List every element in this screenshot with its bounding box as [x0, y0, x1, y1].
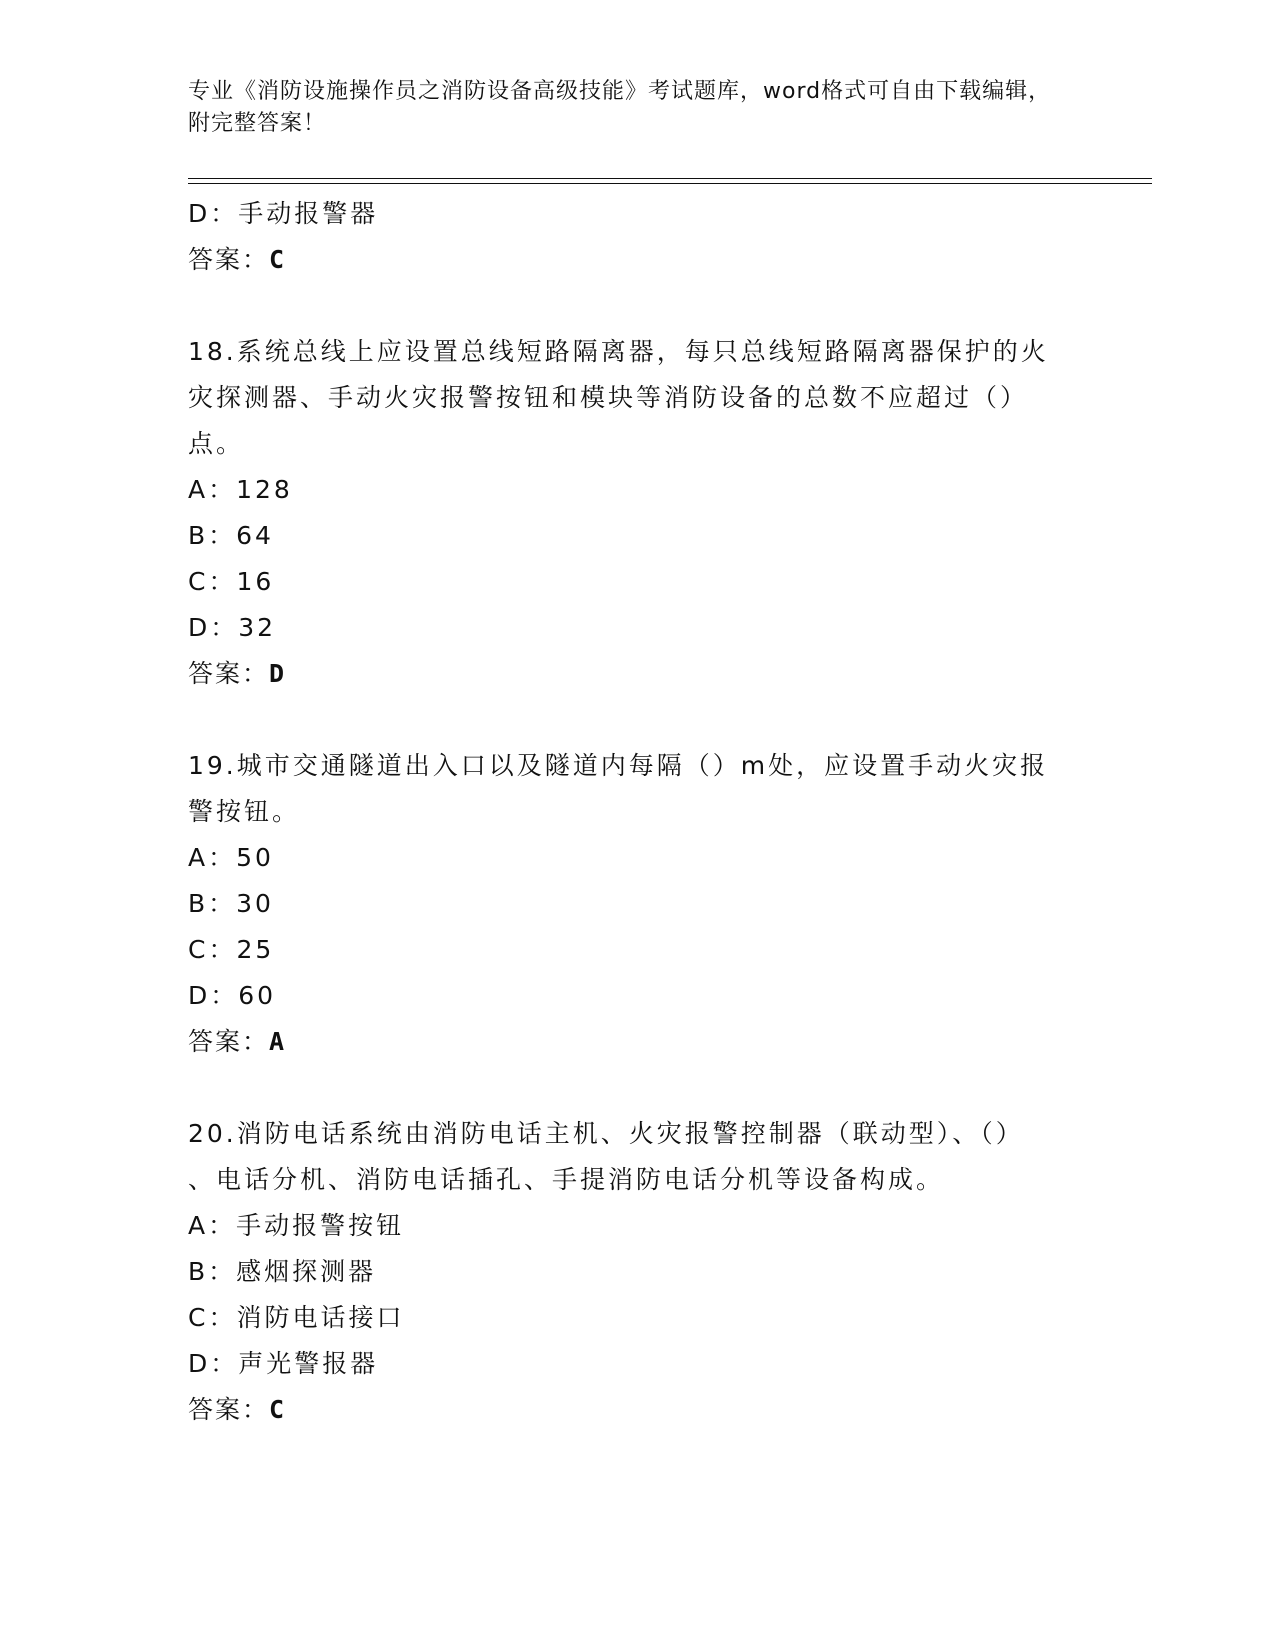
option-c: C：消防电话接口	[188, 1303, 405, 1332]
answer-line	[188, 237, 1078, 283]
option-a: A：手动报警按钮	[188, 1211, 405, 1240]
answer-label: 答案：	[188, 659, 270, 688]
answer-value: A	[269, 1027, 287, 1056]
option-d: D：60	[188, 981, 277, 1010]
option-a: A：50	[188, 843, 274, 872]
question-20	[188, 1111, 1078, 1433]
answer-value: D	[269, 659, 287, 688]
question-stem-line: 警按钮。	[188, 797, 301, 826]
option-d: D：手动报警器	[188, 199, 379, 228]
option-b: B：感烟探测器	[188, 1257, 377, 1286]
question-list	[188, 191, 1078, 1433]
question-stem-line: 、电话分机、消防电话插孔、手提消防电话分机等设备构成。	[188, 1165, 945, 1194]
option-d: D：32	[188, 613, 277, 642]
question-18	[188, 329, 1078, 697]
header-rule-top	[188, 178, 1152, 179]
question-stem-line: 20.消防电话系统由消防电话主机、火灾报警控制器（联动型）、（）	[188, 1119, 1024, 1148]
question-19	[188, 743, 1078, 1065]
answer-line	[188, 1387, 1078, 1433]
question-stem-line: 灾探测器、手动火灾报警按钮和模块等消防设备的总数不应超过（）	[188, 383, 1029, 412]
option-c: C：16	[188, 567, 275, 596]
option-b: B：64	[188, 521, 274, 550]
answer-label: 答案：	[188, 1395, 270, 1424]
header-rule-bottom	[188, 183, 1152, 184]
header-text: 专业《消防设施操作员之消防设备高级技能》考试题库，word格式可自由下载编辑，附完整答案！	[188, 79, 1052, 136]
answer-line	[188, 651, 1078, 697]
answer-label: 答案：	[188, 245, 270, 274]
question-stem-line: 18.系统总线上应设置总线短路隔离器，每只总线短路隔离器保护的火	[188, 337, 1049, 366]
answer-value: C	[269, 1395, 287, 1424]
question-stem-line: 点。	[188, 429, 245, 458]
question-stem-line: 19.城市交通隧道出入口以及隧道内每隔（）m处，应设置手动火灾报	[188, 751, 1049, 780]
answer-label: 答案：	[188, 1027, 270, 1056]
answer-line	[188, 1019, 1078, 1065]
document-header	[188, 76, 1068, 140]
option-d: D：声光警报器	[188, 1349, 379, 1378]
option-b: B：30	[188, 889, 274, 918]
option-c: C：25	[188, 935, 275, 964]
answer-value: C	[269, 245, 287, 274]
question-17-tail	[188, 191, 1078, 283]
option-a: A：128	[188, 475, 293, 504]
